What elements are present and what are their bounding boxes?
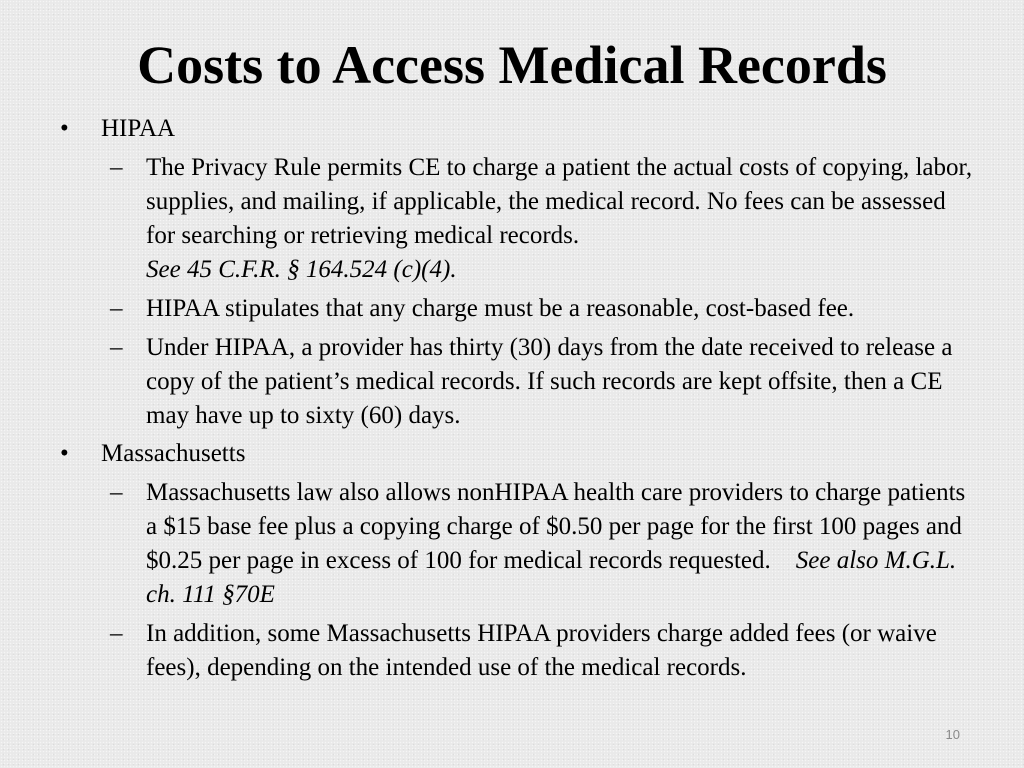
sub-item-thirty-days xyxy=(60,331,980,433)
sub-item-ma-added-fees xyxy=(60,617,980,685)
sub-item-reasonable-fee xyxy=(60,292,980,326)
slide-title: Costs to Access Medical Records xyxy=(137,35,887,95)
citation: See 45 C.F.R. § 164.524 (c)(4). xyxy=(146,256,457,283)
sub-item-text: The Privacy Rule permits CE to charge a patient the actual costs of copying, labor, supplies, and mailing, if applicable, the medical record. No fees can be assessed for searching or retrieving medical records. xyxy=(146,154,973,249)
dash-marker: – xyxy=(110,154,123,181)
dash-marker: – xyxy=(110,334,123,361)
bullet-marker: • xyxy=(60,440,69,467)
sub-item-text: HIPAA stipulates that any charge must be a reasonable, cost-based fee. xyxy=(146,295,855,322)
sub-item-ma-law xyxy=(60,476,980,612)
sub-item-text: In addition, some Massachusetts HIPAA providers charge added fees (or waive fees), depending on the intended use of the medical records. xyxy=(146,620,937,681)
sub-item-text: Under HIPAA, a provider has thirty (30) days from the date received to release a copy of the patient’s medical records. If such records are kept offsite, then a CE may have up to sixty (60) days. xyxy=(146,334,953,429)
bullet-hipaa xyxy=(60,112,980,146)
sub-item-text: Massachusetts law also allows nonHIPAA health care providers to charge patients a $15 base fee plus a copying charge of $0.50 per page for the first 100 pages and $0.25 per page in excess of 100 for medical records requested. xyxy=(146,479,966,574)
bullet-massachusetts xyxy=(60,437,980,471)
dash-marker: – xyxy=(110,295,123,322)
citation: See also M.G.L. ch. 111 §70E xyxy=(146,547,957,608)
dash-marker: – xyxy=(110,620,123,647)
bullet-marker: • xyxy=(60,115,69,142)
bullet-label-massachusetts: Massachusetts xyxy=(101,440,246,467)
bullet-label-hipaa: HIPAA xyxy=(101,115,176,142)
dash-marker: – xyxy=(110,479,123,506)
slide-content xyxy=(60,108,980,685)
sub-item-privacy-rule xyxy=(60,151,980,287)
page-number: 10 xyxy=(945,727,960,742)
